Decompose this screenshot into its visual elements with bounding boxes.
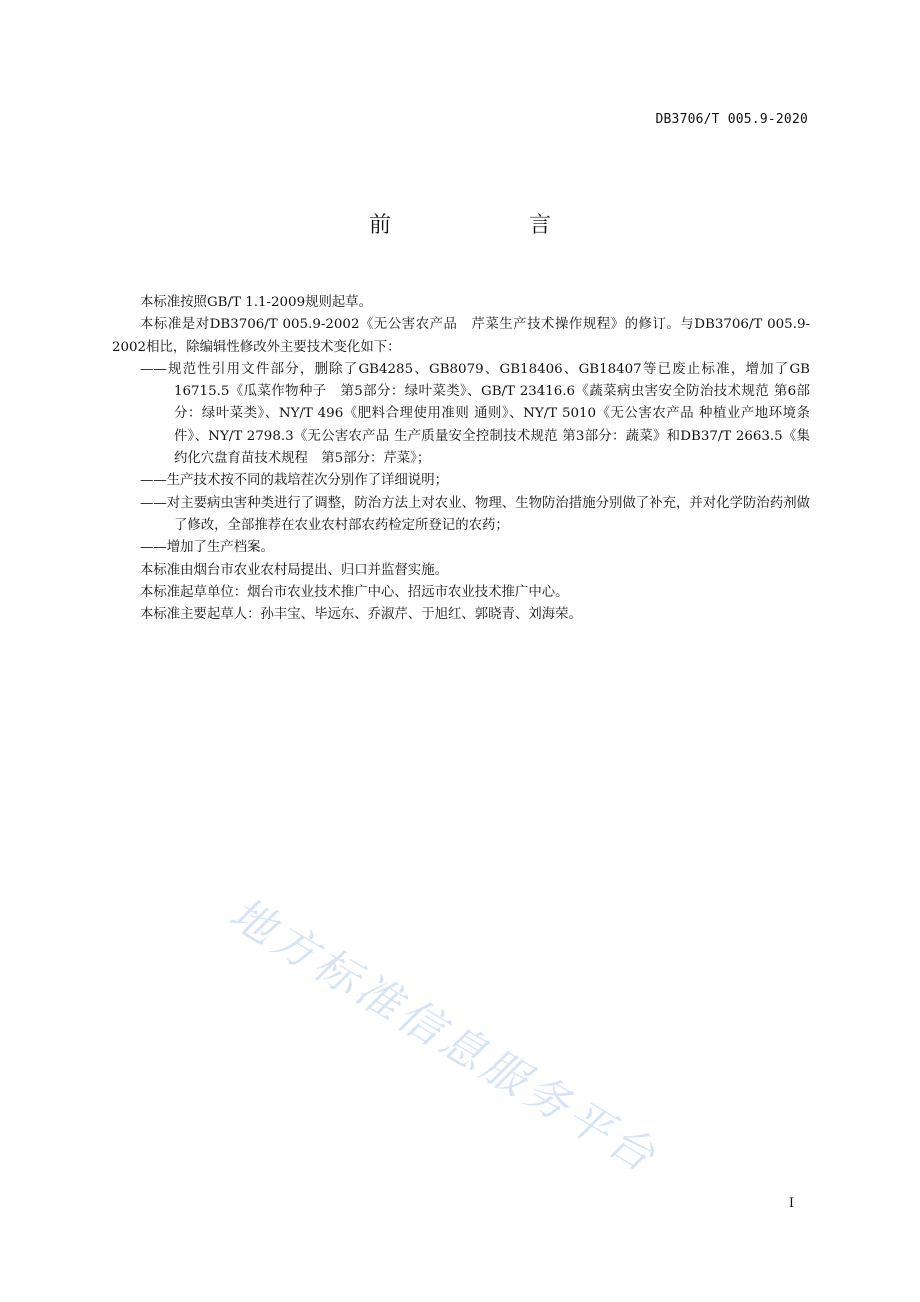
page-title: 前 言 — [368, 213, 609, 238]
watermark-text: 地方标准信息服务平台 — [220, 887, 667, 1185]
paragraph-drafting-rule: 本标准按照GB/T 1.1-2009规则起草。 — [140, 295, 373, 310]
paragraph-proposer: 本标准由烟台市农业农村局提出、归口并监督实施。 — [140, 562, 448, 578]
change-item-pests: ——对主要病虫害种类进行了调整，防治方法上对农业、物理、生物防治措施分别做了补充，并对化学防治药剂做了修改，全部推荐在农业农村部农药检定所登记的农药； — [140, 495, 810, 533]
watermark — [220, 756, 792, 1185]
page-number: I — [788, 1196, 794, 1211]
change-item-records: ——增加了生产档案。 — [140, 540, 274, 556]
foreword-body — [112, 292, 810, 626]
change-item-references: ——规范性引用文件部分，删除了GB4285、GB8079、GB18406、GB18407等已废止标准，增加了GB 16715.5《瓜菜作物种子 第5部分：绿叶菜类》、GB/T 23416.6《蔬菜病虫害安全防治技术规范 第6部分：绿叶菜类》、NY/T 496《肥料合理使用准则 通则》、NY/T 5010《无公害农产品 种植业产地环境条件》、NY/T 2798.3《无公害农产品 生产质量安全控制技术规范 第3部分：蔬菜》和DB37/T 2663.5《集约化穴盘育苗技术规程 第5部分：芹菜》； — [140, 361, 810, 467]
paragraph-drafting-units: 本标准起草单位：烟台市农业技术推广中心、招远市农业技术推广中心。 — [140, 584, 569, 600]
paragraph-revision-note: 本标准是对DB3706/T 005.9-2002《无公害农产品 芹菜生产技术操作规程》的修订。与DB3706/T 005.9-2002相比，除编辑性修改外主要技术变化如下： — [112, 317, 810, 355]
standard-code: DB3706/T 005.9-2020 — [655, 112, 808, 127]
paragraph-drafters: 本标准主要起草人：孙丰宝、毕远东、乔淑芹、于旭红、郭晓青、刘海荣。 — [140, 607, 582, 623]
change-item-production: ——生产技术按不同的栽培茬次分别作了详细说明； — [140, 473, 448, 489]
